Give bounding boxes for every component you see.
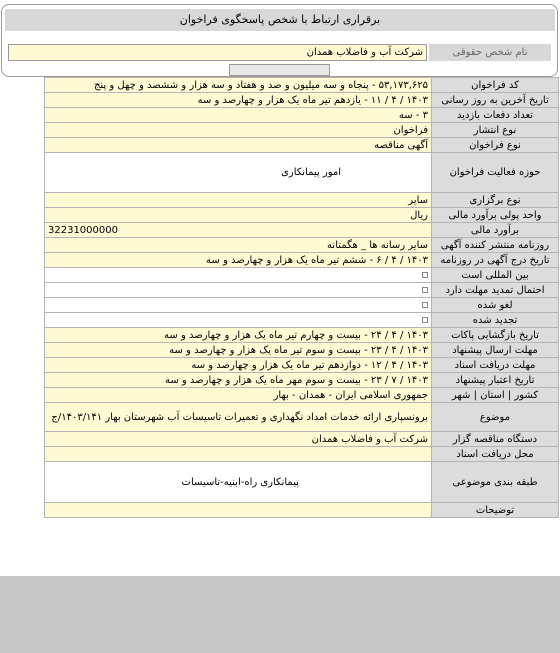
detail-row [45, 78, 559, 93]
detail-checkbox-cell [45, 268, 432, 283]
detail-row [45, 193, 559, 208]
detail-label: موضوع [432, 403, 559, 432]
checkbox[interactable] [422, 302, 428, 308]
detail-row [45, 328, 559, 343]
detail-value: پیمانکاری راه-ابنیه-تاسیسات [45, 462, 432, 503]
detail-row [45, 283, 559, 298]
detail-row [45, 403, 559, 432]
detail-value: فراخوان [45, 123, 432, 138]
detail-label: مهلت ارسال پیشنهاد [432, 343, 559, 358]
detail-label: نوع برگزاری [432, 193, 559, 208]
detail-label: بین المللی است [432, 268, 559, 283]
detail-row [45, 268, 559, 283]
detail-row [45, 313, 559, 328]
detail-row [45, 447, 559, 462]
detail-label: برآورد مالی [432, 223, 559, 238]
detail-value: ۱۴۰۳ / ۴ / ۱۱ - یازدهم تیر ماه یک هزار و چهارصد و سه [45, 93, 432, 108]
detail-row [45, 343, 559, 358]
detail-label: نوع فراخوان [432, 138, 559, 153]
detail-value: ۳ - سه [45, 108, 432, 123]
detail-checkbox-cell [45, 313, 432, 328]
detail-value: ۱۴۰۳ / ۴ / ۱۲ - دوازدهم تیر ماه یک هزار و چهارصد و سه [45, 358, 432, 373]
detail-label: حوزه فعالیت فراخوان [432, 153, 559, 193]
detail-label: لغو شده [432, 298, 559, 313]
detail-value: سایر [45, 193, 432, 208]
legal-person-label: نام شخص حقوقی [429, 44, 551, 61]
detail-value: ۵۳,۱۷۳,۶۲۵ - پنجاه و سه میلیون و صد و هفتاد و سه هزار و ششصد و چهل و پنج [45, 78, 432, 93]
detail-label: توضیحات [432, 503, 559, 518]
tender-details-table [44, 77, 559, 518]
detail-row [45, 238, 559, 253]
checkbox[interactable] [422, 317, 428, 323]
detail-label: مهلت دریافت اسناد [432, 358, 559, 373]
detail-label: روزنامه منتشر کننده آگهی [432, 238, 559, 253]
detail-row [45, 153, 559, 193]
detail-label: تاریخ اعتبار پیشنهاد [432, 373, 559, 388]
footer-spacer [0, 565, 560, 576]
detail-row [45, 223, 559, 238]
detail-value: آگهی مناقصه [45, 138, 432, 153]
detail-label: تاریخ درج آگهی در روزنامه [432, 253, 559, 268]
detail-value: ۱۴۰۳ / ۴ / ۶ - ششم تیر ماه یک هزار و چهارصد و سه [45, 253, 432, 268]
detail-value: برونسپاری ارائه خدمات امداد نگهداری و تعمیرات تاسیسات آب شهرستان بهار ۱۴۰۳/۱۴۱/ج [45, 403, 432, 432]
checkbox[interactable] [422, 272, 428, 278]
detail-value: ریال [45, 208, 432, 223]
detail-row [45, 138, 559, 153]
detail-row [45, 358, 559, 373]
detail-value: سایر رسانه ها _ هگمتانه [45, 238, 432, 253]
detail-label: کد فراخوان [432, 78, 559, 93]
detail-label: نوع انتشار [432, 123, 559, 138]
detail-value: شرکت آب و فاضلاب همدان [45, 432, 432, 447]
detail-row [45, 388, 559, 403]
detail-value: ۱۴۰۳ / ۷ / ۲۳ - بیست و سوم مهر ماه یک هزار و چهارصد و سه [45, 373, 432, 388]
detail-value: جمهوری اسلامی ایران - همدان - بهار [45, 388, 432, 403]
detail-row [45, 503, 559, 518]
checkbox[interactable] [422, 287, 428, 293]
detail-label: واحد پولی برآورد مالی [432, 208, 559, 223]
detail-label: تجدید شده [432, 313, 559, 328]
detail-label: طبقه بندی موضوعی [432, 462, 559, 503]
detail-row [45, 93, 559, 108]
detail-checkbox-cell [45, 298, 432, 313]
detail-value: امور پیمانکاری [45, 153, 432, 193]
detail-row [45, 108, 559, 123]
detail-value [45, 447, 432, 462]
detail-value [45, 503, 432, 518]
detail-row [45, 432, 559, 447]
detail-label: احتمال تمدید مهلت دارد [432, 283, 559, 298]
detail-row [45, 253, 559, 268]
detail-value: ۱۴۰۳ / ۴ / ۲۴ - بیست و چهارم تیر ماه یک هزار و چهارصد و سه [45, 328, 432, 343]
detail-label: دستگاه مناقصه گزار [432, 432, 559, 447]
detail-row [45, 373, 559, 388]
detail-label: تعداد دفعات بازدید [432, 108, 559, 123]
detail-checkbox-cell [45, 283, 432, 298]
contact-header: برقراری ارتباط با شخص پاسخگوی فراخوان [5, 9, 555, 31]
detail-label: محل دریافت اسناد [432, 447, 559, 462]
contact-button[interactable] [229, 64, 330, 76]
contact-panel [1, 4, 558, 77]
detail-value: 32231000000 [45, 223, 432, 238]
detail-value: ۱۴۰۳ / ۴ / ۲۳ - بیست و سوم تیر ماه یک هزار و چهارصد و سه [45, 343, 432, 358]
detail-row [45, 462, 559, 503]
detail-label: تاریخ آخرین به روز رسانی [432, 93, 559, 108]
detail-label: تاریخ بازگشایی پاکات [432, 328, 559, 343]
detail-row [45, 298, 559, 313]
detail-label: کشور | استان | شهر [432, 388, 559, 403]
detail-row [45, 123, 559, 138]
legal-person-field[interactable]: شرکت آب و فاضلاب همدان [8, 44, 427, 61]
footer [0, 576, 560, 653]
detail-row [45, 208, 559, 223]
